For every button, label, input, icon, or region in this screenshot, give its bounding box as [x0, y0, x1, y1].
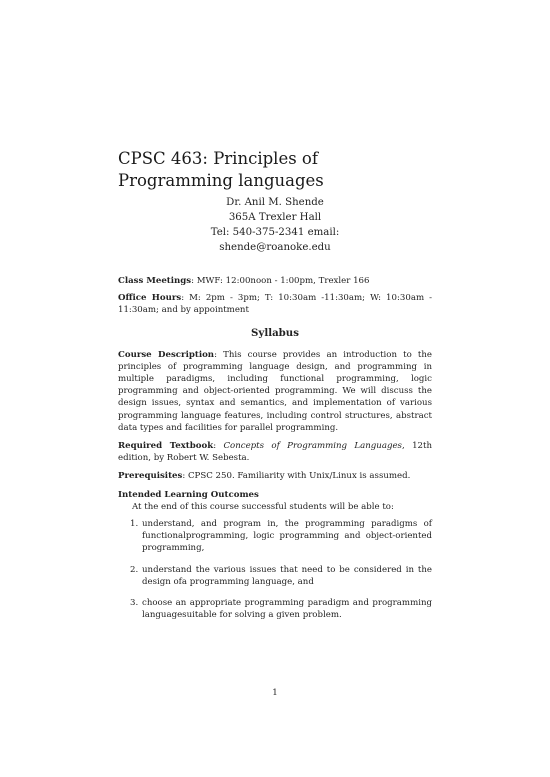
author-block: [118, 195, 432, 255]
class-meetings-label: Class Meetings: [118, 276, 192, 286]
required-textbook: [118, 440, 432, 464]
office-hours-text: : M: 2pm - 3pm; T: 10:30am -11:30am; W: 10:30am - 11:30am; and by appointment: [118, 293, 432, 316]
outcomes-title: Intended Learning Outcomes: [118, 489, 259, 500]
outcomes-intro: At the end of this course successful students will be able to:: [132, 501, 394, 512]
author-contact: Tel: 540-375-2341 email:: [210, 227, 340, 238]
author-email[interactable]: shende@roanoke.edu: [219, 242, 331, 253]
list-item: [118, 518, 432, 555]
prerequisites-label: Prerequisites: [118, 471, 183, 482]
office-hours-label: Office Hours: [118, 293, 182, 304]
required-textbook-label: Required Textbook: [118, 441, 214, 452]
class-meetings-text: : MWF: 12:00noon - 1:00pm, Trexler 166: [191, 276, 370, 286]
class-meetings: [118, 275, 432, 287]
list-item-number: 1.: [130, 519, 139, 530]
page-number: 1: [272, 688, 278, 698]
author-name: Dr. Anil M. Shende: [226, 197, 324, 208]
prerequisites-text: : CPSC 250. Familiarity with Unix/Linux is assumed.: [182, 471, 411, 482]
textbook-details: , 12th edition, by Robert W. Sebesta.: [118, 441, 432, 464]
course-description-label: Course Description: [118, 349, 215, 360]
document-title: CPSC 463: Principles of Programming languages: [118, 149, 324, 190]
page-content: [118, 148, 432, 630]
prerequisites: [118, 470, 432, 482]
textbook-title: Concepts of Programming Languages: [223, 441, 402, 452]
outcomes-list: [118, 518, 432, 621]
list-item: [118, 597, 432, 621]
course-description: [118, 349, 432, 434]
office-hours: [118, 292, 432, 316]
list-item-text: understand, and program in, the programming paradigms of functionalprogramming, logic programming and object-oriented programming,: [142, 519, 432, 554]
section-title-syllabus: Syllabus: [251, 326, 299, 339]
list-item: [118, 564, 432, 588]
list-item-number: 3.: [130, 598, 139, 609]
required-textbook-sep: :: [213, 441, 224, 452]
list-item-text: choose an appropriate programming paradigm and programming languagesuitable for solving a given problem.: [142, 598, 432, 621]
list-item-text: understand the various issues that need to be considered in the design ofa programming language, and: [142, 564, 432, 587]
list-item-number: 2.: [130, 564, 139, 575]
author-office: 365A Trexler Hall: [228, 212, 322, 223]
course-description-text: : This course provides an introduction to the principles of programming language design, and programming in multiple paradigms, including functional programming, logic programming and object-oriented programming. We will discuss the design issues, syntax and semantics, and implementation of various programming language features, including control structures, abstract data types and facilities for parallel programming.: [118, 349, 432, 433]
